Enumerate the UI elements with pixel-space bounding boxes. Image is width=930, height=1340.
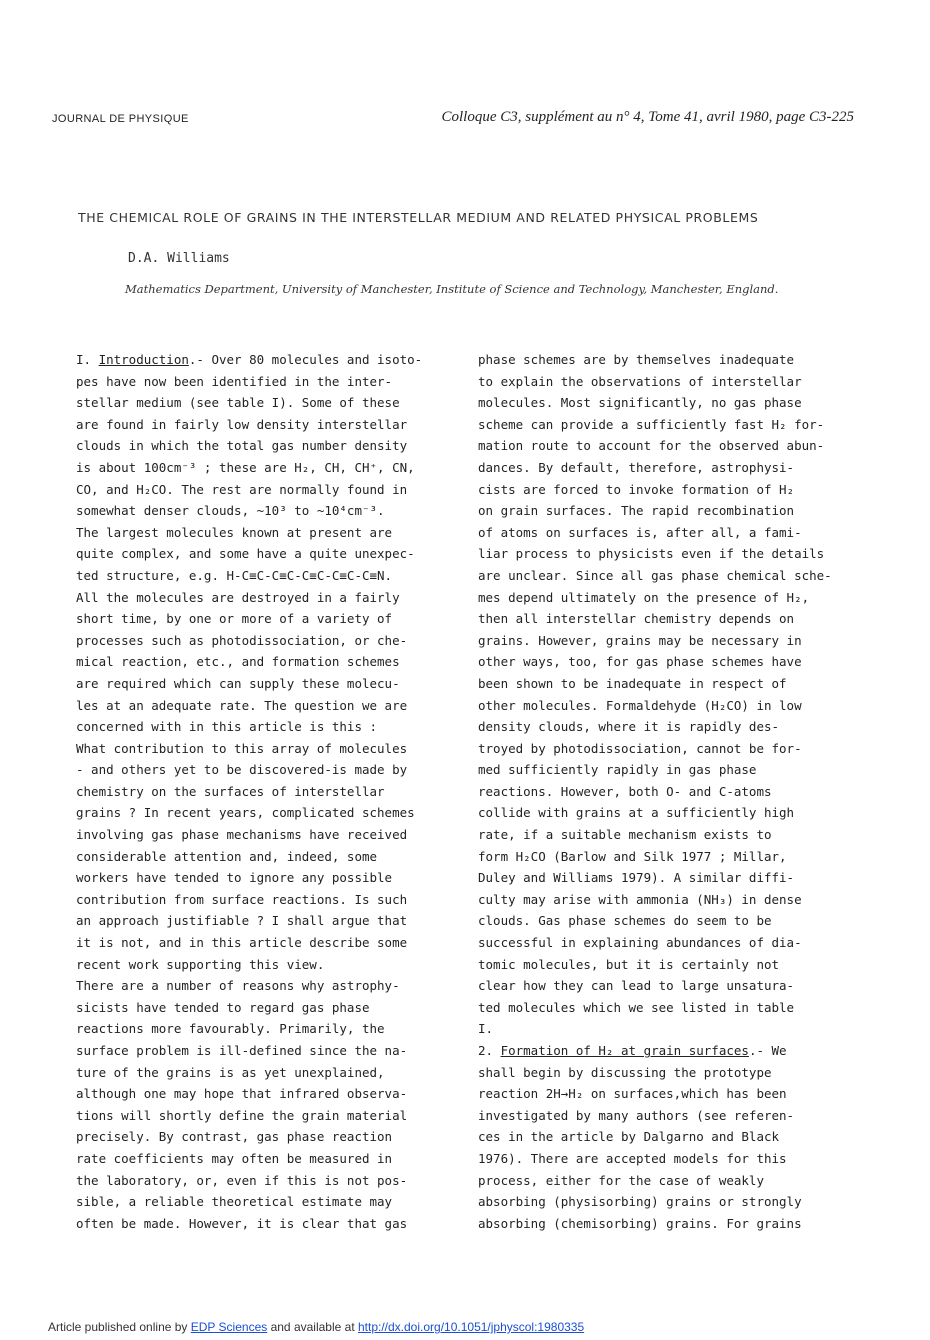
text-line: form H₂CO (Barlow and Silk 1977 ; Millar, — [478, 848, 787, 864]
text-line: are required which can supply these molecu- — [76, 675, 400, 691]
text-line: cists are forced to invoke formation of H₂ — [478, 481, 795, 497]
author-affiliation: Mathematics Department, University of Manchester, Institute of Science and Technology, Manchester, England. — [125, 282, 779, 296]
text-line: concerned with in this article is this : — [76, 719, 378, 735]
text-line: - and others yet to be discovered-is made by — [76, 762, 408, 778]
text-line: quite complex, and some have a quite unexpec- — [76, 546, 415, 562]
text-line: considerable attention and, indeed, some — [76, 848, 378, 864]
text-line: clouds in which the total gas number density — [76, 438, 408, 454]
text-line: phase schemes are by themselves inadequate — [478, 352, 795, 367]
text-line: surface problem is ill-defined since the na- — [76, 1043, 408, 1058]
text-line: rate, if a suitable mechanism exists to — [478, 827, 772, 843]
text-line: other ways, too, for gas phase schemes have — [478, 654, 802, 670]
text-line: chemistry on the surfaces of interstellar — [76, 783, 385, 799]
text-line: ted structure, e.g. H-C≡C-C≡C-C≡C-C≡C-C≡N. — [76, 567, 393, 583]
text-line: mes depend ultimately on the presence of H₂, — [478, 589, 810, 605]
text-line: other molecules. Formaldehyde (H₂CO) in low — [478, 697, 802, 713]
text-line: molecules. Most significantly, no gas phase — [478, 395, 802, 411]
left-column — [76, 349, 476, 1234]
doi-link[interactable]: http://dx.doi.org/10.1051/jphyscol:1980335 — [357, 1320, 585, 1334]
text-line: clouds. Gas phase schemes do seem to be — [478, 913, 772, 929]
text-line: scheme can provide a sufficiently fast H₂ for- — [478, 416, 825, 432]
text-line: culty may arise with ammonia (NH₃) in dense — [478, 891, 802, 907]
journal-name: JOURNAL DE PHYSIQUE — [52, 113, 189, 125]
text-line: are found in fairly low density interstellar — [76, 416, 408, 432]
text-line: then all interstellar chemistry depends on — [478, 611, 795, 627]
text-line: les at an adequate rate. The question we are — [76, 697, 408, 713]
text-line: rate coefficients may often be measured in — [76, 1150, 393, 1166]
text-line: troyed by photodissociation, cannot be for- — [478, 740, 802, 756]
text-line — [76, 349, 476, 371]
text-line: sicists have tended to regard gas phase — [76, 999, 370, 1015]
text-line: the laboratory, or, even if this is not pos- — [76, 1172, 408, 1188]
text-line: med sufficiently rapidly in gas phase — [478, 762, 757, 778]
text-line: liar process to physicists even if the details — [478, 546, 825, 562]
text-line: pes have now been identified in the inter- — [76, 373, 393, 389]
text-line: grains ? In recent years, complicated schemes — [76, 805, 415, 821]
text-line: ces in the article by Dalgarno and Black — [478, 1129, 780, 1145]
footer-middle: and available at — [267, 1320, 358, 1334]
text-line: ture of the grains is as yet unexplained, — [76, 1064, 385, 1080]
text-line: investigated by many authors (see referen- — [478, 1107, 795, 1123]
text-line: on grain surfaces. The rapid recombination — [478, 503, 795, 519]
section-heading-introduction: Introduction — [98, 352, 189, 367]
text-line: The largest molecules known at present are — [76, 524, 393, 540]
text-line: What contribution to this array of molecules — [76, 740, 408, 756]
text-line: dances. By default, therefore, astrophysi- — [478, 459, 795, 475]
text-line: shall begin by discussing the prototype — [478, 1064, 772, 1080]
text-line: I. — [478, 1021, 494, 1037]
text-line: ted molecules which we see listed in table — [478, 999, 795, 1015]
text-line: All the molecules are destroyed in a fairly — [76, 589, 400, 605]
text-line: successful in explaining abundances of dia- — [478, 935, 802, 951]
text-line: tomic molecules, but it is certainly not — [478, 956, 780, 972]
text-line: to explain the observations of interstellar — [478, 373, 802, 389]
section-heading-h2-formation: Formation of H₂ at grain surfaces — [500, 1043, 749, 1058]
text-line: mical reaction, etc., and formation schemes — [76, 654, 400, 670]
footer-prefix: Article published online by — [48, 1320, 191, 1334]
text-line: processes such as photodissociation, or che- — [76, 632, 408, 648]
text-line: been shown to be inadequate in respect of — [478, 675, 787, 691]
author-name: D.A. Williams — [128, 251, 230, 266]
text-line: mation route to account for the observed abun- — [478, 438, 825, 454]
text-line: There are a number of reasons why astrophy- — [76, 978, 400, 994]
paper-title: THE CHEMICAL ROLE OF GRAINS IN THE INTERSTELLAR MEDIUM AND RELATED PHYSICAL PROBLEMS — [78, 210, 759, 225]
edp-sciences-link[interactable]: EDP Sciences — [190, 1320, 268, 1334]
right-column — [478, 349, 878, 1234]
text-line: are unclear. Since all gas phase chemical sche- — [478, 567, 832, 583]
text-line: Duley and Williams 1979). A similar diffi- — [478, 870, 795, 886]
text-line: stellar medium (see table I). Some of these — [76, 395, 400, 411]
text-line: density clouds, where it is rapidly des- — [478, 719, 780, 735]
citation-line: Colloque C3, supplément au n° 4, Tome 41, avril 1980, page C3-225 — [441, 109, 854, 125]
text-line: absorbing (chemisorbing) grains. For grains — [478, 1215, 802, 1231]
text-line: clear how they can lead to large unsatura- — [478, 978, 795, 994]
text-line: involving gas phase mechanisms have received — [76, 827, 408, 843]
text-line: contribution from surface reactions. Is such — [76, 891, 408, 907]
text-line: workers have tended to ignore any possible — [76, 870, 393, 886]
text-line: CO, and H₂CO. The rest are normally found in — [76, 481, 408, 497]
text-line: absorbing (physisorbing) grains or strongly — [478, 1194, 802, 1210]
text-fragment: .- Over 80 molecules and isoto- — [188, 352, 423, 367]
text-line: although one may hope that infrared observa- — [76, 1086, 408, 1102]
section-number: I. — [76, 352, 99, 367]
text-line: collide with grains at a sufficiently high — [478, 805, 795, 821]
text-line: recent work supporting this view. — [76, 956, 325, 972]
text-line — [478, 1040, 878, 1062]
text-line: an approach justifiable ? I shall argue that — [76, 913, 408, 929]
text-line: of atoms on surfaces is, after all, a fami- — [478, 524, 802, 540]
text-line: grains. However, grains may be necessary in — [478, 632, 802, 648]
section-number: 2. — [478, 1043, 501, 1058]
text-fragment: .- We — [748, 1043, 787, 1058]
text-line: short time, by one or more of a variety of — [76, 611, 393, 627]
text-line: tions will shortly define the grain material — [76, 1107, 408, 1123]
text-line: somewhat denser clouds, ~10³ to ~10⁴cm⁻³. — [76, 503, 385, 519]
text-line: is about 100cm⁻³ ; these are H₂, CH, CH⁺, CN, — [76, 459, 415, 475]
text-line: often be made. However, it is clear that gas — [76, 1215, 408, 1231]
publication-footer — [48, 1320, 584, 1334]
text-line: reactions more favourably. Primarily, the — [76, 1021, 385, 1037]
text-line: reaction 2H→H₂ on surfaces,which has been — [478, 1086, 787, 1102]
text-line: it is not, and in this article describe some — [76, 935, 408, 951]
text-line: sible, a reliable theoretical estimate may — [76, 1194, 393, 1210]
text-line: precisely. By contrast, gas phase reaction — [76, 1129, 393, 1145]
text-line: process, either for the case of weakly — [478, 1172, 764, 1188]
text-line: reactions. However, both O- and C-atoms — [478, 783, 772, 799]
text-line: 1976). There are accepted models for this — [478, 1150, 787, 1166]
